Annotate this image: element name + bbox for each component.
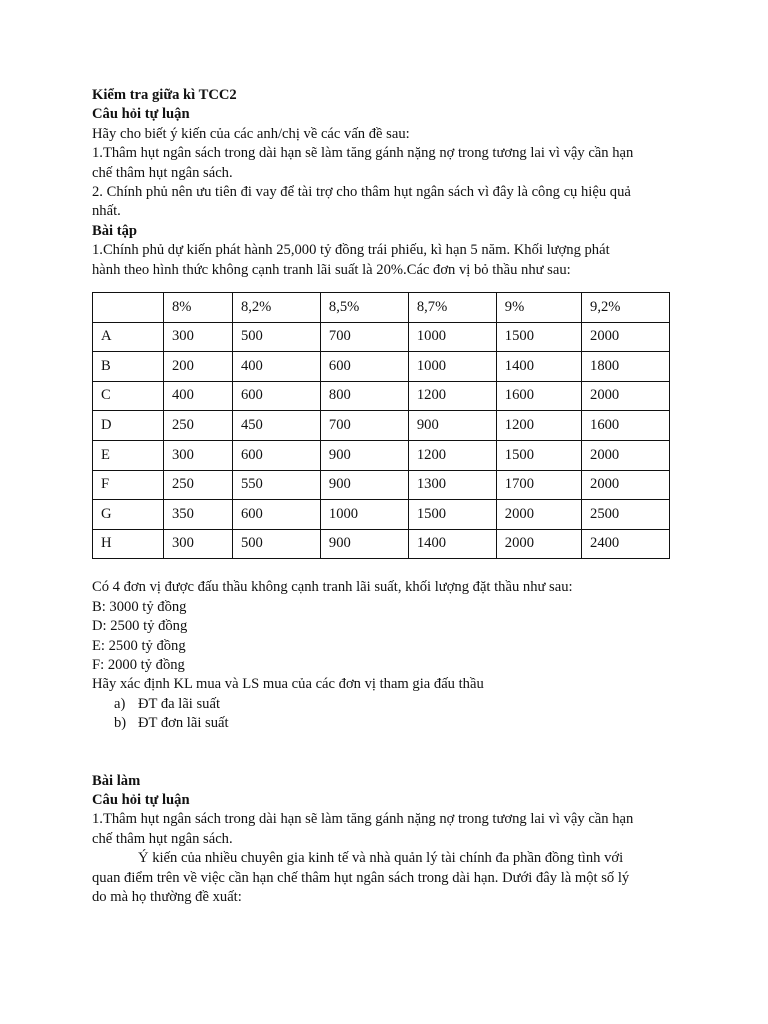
bid-amount-cell: 1400 <box>496 352 581 382</box>
bidder-label-cell: G <box>93 500 164 530</box>
bid-amount-cell: 1200 <box>408 381 496 411</box>
answer-q1-line2: chế thâm hụt ngân sách. <box>92 830 233 847</box>
bid-amount-cell: 300 <box>164 322 233 352</box>
bid-amount-cell: 1600 <box>582 411 670 441</box>
noncompetitive-item: B: 3000 tỷ đồng <box>92 598 187 615</box>
noncompetitive-item: F: 2000 tỷ đồng <box>92 657 185 674</box>
table-row <box>93 352 670 382</box>
bid-amount-cell: 900 <box>320 441 408 471</box>
bid-amount-cell: 1300 <box>408 470 496 500</box>
bid-amount-cell: 400 <box>164 381 233 411</box>
essay-heading: Câu hỏi tự luận <box>92 106 190 123</box>
essay-q1-line2: chế thâm hụt ngân sách. <box>92 164 233 181</box>
essay-q2-line2: nhất. <box>92 203 121 220</box>
option-text: ĐT đơn lãi suất <box>138 715 229 732</box>
bidder-label-cell: C <box>93 381 164 411</box>
bid-amount-cell: 250 <box>164 470 233 500</box>
bid-amount-cell: 1000 <box>408 322 496 352</box>
bid-amount-cell: 450 <box>232 411 320 441</box>
noncompetitive-item: E: 2500 tỷ đồng <box>92 637 186 654</box>
answer-paragraph-line1: Ý kiến của nhiều chuyên gia kinh tế và nhà quản lý tài chính đa phần đồng tình với <box>138 850 624 867</box>
rate-header-cell: 9% <box>496 293 581 323</box>
doc-title: Kiểm tra giữa kì TCC2 <box>92 87 237 103</box>
bid-amount-cell: 900 <box>320 470 408 500</box>
bid-amount-cell: 400 <box>232 352 320 382</box>
table-row <box>93 500 670 530</box>
bidder-label-cell: A <box>93 322 164 352</box>
bid-amount-cell: 300 <box>164 441 233 471</box>
exercise-heading: Bài tập <box>92 222 138 239</box>
bid-amount-cell: 600 <box>232 381 320 411</box>
bid-amount-cell: 350 <box>164 500 233 530</box>
bid-amount-cell: 600 <box>232 441 320 471</box>
bid-amount-cell: 1600 <box>496 381 581 411</box>
bid-amount-cell: 1000 <box>320 500 408 530</box>
table-row <box>93 411 670 441</box>
bid-amount-cell: 2000 <box>582 470 670 500</box>
essay-q1-line1: 1.Thâm hụt ngân sách trong dài hạn sẽ làm tăng gánh nặng nợ trong tương lai vì vậy cần hạn <box>92 145 634 162</box>
bid-amount-cell: 1700 <box>496 470 581 500</box>
bid-amount-cell: 500 <box>232 322 320 352</box>
answer-paragraph-line2: quan điểm trên về việc cần hạn chế thâm hụt ngân sách trong dài hạn. Dưới đây là một số lý <box>92 869 630 886</box>
answer-essay-heading: Câu hỏi tự luận <box>92 792 190 809</box>
option-item <box>92 714 682 733</box>
bid-amount-cell: 700 <box>320 322 408 352</box>
rate-header-cell: 8,7% <box>408 293 496 323</box>
essay-q2-line1: 2. Chính phủ nên ưu tiên đi vay để tài trợ cho thâm hụt ngân sách vì đây là công cụ hiệu quả <box>92 184 631 201</box>
noncompetitive-item: D: 2500 tỷ đồng <box>92 618 188 635</box>
bid-table-header-row <box>93 293 670 323</box>
bid-amount-cell: 2400 <box>582 529 670 559</box>
bid-amount-cell: 600 <box>320 352 408 382</box>
bid-amount-cell: 900 <box>320 529 408 559</box>
bid-amount-cell: 1200 <box>408 441 496 471</box>
table-row <box>93 381 670 411</box>
answer-q1-line1: 1.Thâm hụt ngân sách trong dài hạn sẽ làm tăng gánh nặng nợ trong tương lai vì vậy cần hạn <box>92 811 634 828</box>
bid-amount-cell: 700 <box>320 411 408 441</box>
bid-amount-cell: 300 <box>164 529 233 559</box>
noncompetitive-intro: Có 4 đơn vị được đấu thầu không cạnh tranh lãi suất, khối lượng đặt thầu như sau: <box>92 579 573 596</box>
bid-amount-cell: 2000 <box>496 529 581 559</box>
bid-amount-cell: 500 <box>232 529 320 559</box>
bid-amount-cell: 2000 <box>582 322 670 352</box>
rate-header-cell: 8,5% <box>320 293 408 323</box>
bidder-label-cell: H <box>93 529 164 559</box>
bid-amount-cell: 600 <box>232 500 320 530</box>
bid-amount-cell: 550 <box>232 470 320 500</box>
bid-amount-cell: 1500 <box>496 441 581 471</box>
table-row <box>93 441 670 471</box>
rate-header-cell: 9,2% <box>582 293 670 323</box>
bidder-label-cell: D <box>93 411 164 441</box>
bid-amount-cell: 2500 <box>582 500 670 530</box>
bidder-label-cell: F <box>93 470 164 500</box>
bid-amount-cell: 800 <box>320 381 408 411</box>
bid-amount-cell: 1500 <box>408 500 496 530</box>
rate-header-cell: 8% <box>164 293 233 323</box>
bid-amount-cell: 200 <box>164 352 233 382</box>
exercise-line1: 1.Chính phủ dự kiến phát hành 25,000 tỷ đồng trái phiếu, kì hạn 5 năm. Khối lượng phát <box>92 242 610 259</box>
bid-amount-cell: 1400 <box>408 529 496 559</box>
option-list <box>92 695 682 734</box>
essay-intro: Hãy cho biết ý kiến của các anh/chị về các vấn đề sau: <box>92 125 410 142</box>
table-row <box>93 529 670 559</box>
bid-amount-cell: 1000 <box>408 352 496 382</box>
bid-amount-cell: 1800 <box>582 352 670 382</box>
answer-paragraph-line3: do mà họ thường đề xuất: <box>92 889 242 906</box>
answer-heading: Bài làm <box>92 772 141 789</box>
option-item <box>92 695 682 714</box>
task-question: Hãy xác định KL mua và LS mua của các đơn vị tham gia đấu thầu <box>92 676 484 693</box>
table-corner-cell <box>93 293 164 323</box>
option-marker: b) <box>114 715 127 732</box>
bid-amount-cell: 2000 <box>582 441 670 471</box>
document-page <box>92 86 682 908</box>
bid-table <box>92 292 670 559</box>
bid-amount-cell: 2000 <box>496 500 581 530</box>
section-spacer <box>92 734 682 772</box>
bid-amount-cell: 1200 <box>496 411 581 441</box>
table-row <box>93 470 670 500</box>
bidder-label-cell: E <box>93 441 164 471</box>
bid-amount-cell: 900 <box>408 411 496 441</box>
rate-header-cell: 8,2% <box>232 293 320 323</box>
exercise-line2: hành theo hình thức không cạnh tranh lãi suất là 20%.Các đơn vị bỏ thầu như sau: <box>92 261 571 278</box>
bid-amount-cell: 1500 <box>496 322 581 352</box>
table-row <box>93 322 670 352</box>
bid-amount-cell: 250 <box>164 411 233 441</box>
option-text: ĐT đa lãi suất <box>138 695 221 712</box>
option-marker: a) <box>114 695 126 712</box>
bidder-label-cell: B <box>93 352 164 382</box>
bid-amount-cell: 2000 <box>582 381 670 411</box>
